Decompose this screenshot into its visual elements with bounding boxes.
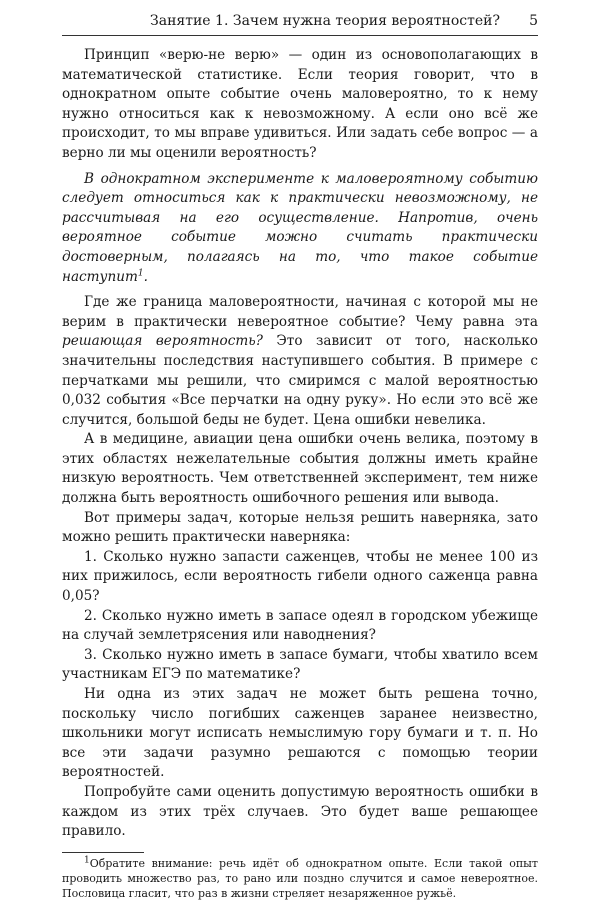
page-number: 5: [529, 13, 538, 29]
page-body: [62, 46, 538, 842]
paragraph-examples-intro: Вот примеры задач, которые нельзя решить наверняка, зато можно решить практически наверняка:: [62, 509, 538, 546]
footnote-text: Обратите внимание: речь идёт об однократном опыте. Если такой опыт проводить множество раз, то рано или поздно случится и самое невероятное. Пословица гласит, что раз в жизни стреляет незаряженное ружьё.: [62, 856, 538, 901]
list-item-question-1: 1. Сколько нужно запасти саженцев, чтобы не менее 100 из них прижилось, если вероятность гибели одного саженца равна 0,05?: [62, 548, 538, 605]
paragraph-threshold: [62, 293, 538, 430]
footnote-divider: [62, 852, 144, 853]
threshold-emphasis: решающая вероятность?: [62, 333, 263, 350]
paragraph-medicine: А в медицине, авиации цена ошибки очень велика, поэтому в этих областях нежелательные события должны иметь крайне низкую вероятность. Чем ответственней эксперимент, тем ниже должна быть вероятность ошибочного решения или вывода.: [62, 431, 538, 507]
paragraph-italic-rule: [62, 170, 538, 288]
threshold-text-b: Это зависит от того, насколько значительны последствия наступившего события. В примере с перчатками мы решили, что смиримся с малой вероятностью 0,032 события «Все перчатки на одну руку». Но если это всё же случится, большой беды не будет. Цена ошибки невелика.: [62, 333, 538, 428]
footnote: [62, 856, 538, 901]
book-page: [62, 12, 538, 901]
paragraph-exercise: Попробуйте сами оценить допустимую вероятность ошибки в каждом из этих трёх случаев. Это будет ваше решающее правило.: [62, 783, 538, 840]
paragraph-conclusion: Ни одна из этих задач не может быть решена точно, поскольку число погибших саженцев заранее неизвестно, школьники могут исписать немыслимую гору бумаги и т. п. Но все эти задачи разумно решаются с помощью теории вероятностей.: [62, 686, 538, 781]
footnote-marker: 1: [84, 855, 90, 866]
threshold-text-a: Где же граница маловероятности, начиная с которой мы не верим в практически невероятное событие? Чему равна эта: [62, 294, 538, 330]
chapter-title: Занятие 1. Зачем нужна теория вероятностей?: [150, 13, 501, 29]
running-header: [62, 12, 538, 36]
list-item-question-3: 3. Сколько нужно иметь в запасе бумаги, чтобы хватило всем участникам ЕГЭ по математике?: [62, 646, 538, 683]
italic-rule-end: .: [143, 268, 148, 285]
italic-rule-text: В однократном эксперименте к маловероятному событию следует относиться как к практически невозможному, не рассчитывая на его осуществление. Напротив, очень вероятное событие можно считать практически достоверным, полагаясь на то, что такое событие наступит: [62, 170, 538, 285]
paragraph-principle: Принцип «верю-не верю» — один из основополагающих в математической статистике. Если теория говорит, что в однократном опыте событие очень маловероятно, то к нему нужно относиться как к невозможному. А если оно всё же происходит, то мы вправе удивиться. Или задать себе вопрос — а верно ли мы оценили вероятность?: [62, 47, 538, 161]
footnote-ref[interactable]: 1: [137, 268, 144, 278]
list-item-question-2: 2. Сколько нужно иметь в запасе одеял в городском убежище на случай землетрясения или наводнения?: [62, 607, 538, 644]
